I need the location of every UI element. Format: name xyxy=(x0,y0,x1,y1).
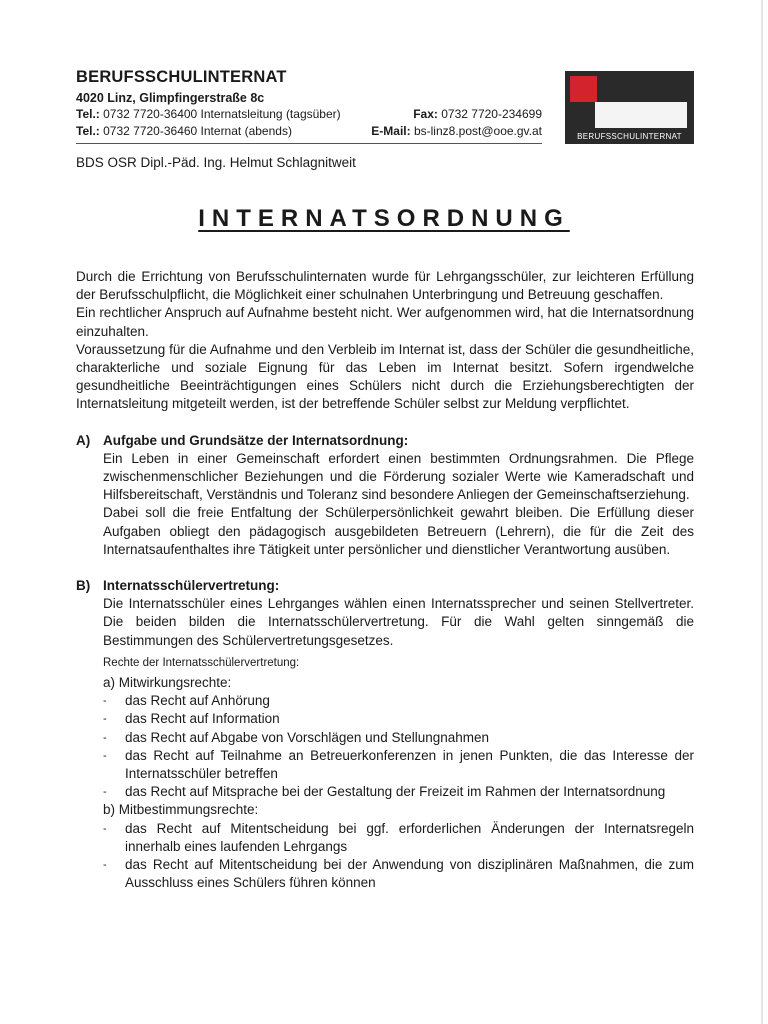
section-letter: B) xyxy=(76,578,91,594)
page-edge-line xyxy=(761,0,763,1024)
intro-paragraph-1: Durch die Errichtung von Berufsschulinternaten wurde für Lehrgangsschüler, zur leichteren Erfüllung der Berufsschulpflicht, die Möglichkeit einer schulnahen Unterbringung und Betreuung geschaffen. xyxy=(76,269,694,303)
tel-label: Tel.: xyxy=(76,124,100,138)
org-name: BERUFSSCHULINTERNAT xyxy=(76,68,287,86)
director-name: BDS OSR Dipl.-Päd. Ing. Helmut Schlagnitweit xyxy=(76,155,356,170)
email-value: bs-linz8.post@ooe.gv.at xyxy=(413,124,542,138)
participation-rights-list xyxy=(103,692,694,801)
codetermination-rights-list xyxy=(103,820,694,893)
tel-value: 0732 7720-36400 Internatsleitung (tagsüber) xyxy=(103,107,341,121)
list-item: - das Recht auf Mitsprache bei der Gestaltung der Freizeit im Rahmen der Internatsordnung xyxy=(103,783,694,801)
list-item: - das Recht auf Information xyxy=(103,710,694,728)
list-item: - das Recht auf Mitentscheidung bei ggf. erforderlichen Änderungen der Internatsregeln innerhalb eines laufenden Lehrgangs xyxy=(103,820,694,856)
section-a-heading xyxy=(76,432,694,450)
tel-label: Tel.: xyxy=(76,107,100,121)
page-title-text: INTERNATSORDNUNG xyxy=(198,205,570,232)
contact-row-1 xyxy=(76,106,542,122)
list-item: - das Recht auf Anhörung xyxy=(103,692,694,710)
internat-logo xyxy=(565,71,694,144)
page-title xyxy=(0,205,768,233)
logo-white-bar xyxy=(595,102,687,128)
list-b-label: b) Mitbestimmungsrechte: xyxy=(103,802,259,818)
section-b-paragraph: Die Internatsschüler eines Lehrganges wählen einen Internatssprecher und seinen Stellvertreter. Die beiden bilden die Internatsschülervertretung. Für die Wahl gelten sinngemäß die Bestimmungen des Schülervertretungsgesetzes. xyxy=(103,596,694,648)
intro-paragraph-2: Ein rechtlicher Anspruch auf Aufnahme besteht nicht. Wer aufgenommen wird, hat die Internatsordnung einzuhalten. xyxy=(76,305,694,339)
section-a-paragraph-2: Dabei soll die freie Entfaltung der Schülerpersönlichkeit gewahrt bleiben. Die Erfüllung dieser Aufgaben obliegt den pädagogisch ausgebildeten Betreuern (Lehrern), die für die Zeit des Internatsaufenthaltes ihre Tätigkeit unter persönlicher und dienstlicher Verantwortung ausüben. xyxy=(103,505,694,557)
section-a-paragraph-1: Ein Leben in einer Gemeinschaft erfordert einen bestimmten Ordnungsrahmen. Die Pflege zwischenmenschlicher Beziehungen und die Förderung sozialer Werte wie Kameradschaft und Hilfsbereitschaft, Verständnis und Toleranz sind besondere Anliegen der Gemeinschaftserziehung. xyxy=(103,450,694,503)
list-item: - das Recht auf Mitentscheidung bei der Anwendung von disziplinären Maßnahmen, die zum Ausschluss eines Schülers führen können xyxy=(103,856,694,892)
document-body xyxy=(76,268,694,893)
org-address: 4020 Linz, Glimpfingerstraße 8c xyxy=(76,91,265,105)
letterhead-divider xyxy=(76,143,542,144)
section-a xyxy=(76,432,694,559)
email-label: E-Mail: xyxy=(371,124,411,138)
list-item: - das Recht auf Abgabe von Vorschlägen und Stellungnahmen xyxy=(103,729,694,747)
list-a-label: a) Mitwirkungsrechte: xyxy=(103,675,232,691)
section-letter: A) xyxy=(76,432,91,448)
section-b xyxy=(76,577,694,892)
section-title: Internatsschülervertretung: xyxy=(103,578,280,594)
intro-paragraph-3: Voraussetzung für die Aufnahme und den Verbleib im Internat ist, dass der Schüler die gesundheitliche, charakterliche und soziale Eignung für das Leben im Internat besitzt. Sofern irgendwelche gesundheitliche Beeinträchtigungen eines Schülers nicht durch die Erziehungsberechtigten der Internatsleitung mitgeteilt werden, ist der betreffende Schüler selbst zur Meldung verpflichtet. xyxy=(76,341,694,412)
contact-row-2 xyxy=(76,123,542,139)
list-item: - das Recht auf Teilnahme an Betreuerkonferenzen in jenen Punkten, die das Interesse der Internatsschüler betreffen xyxy=(103,747,694,783)
fax-value: 0732 7720-234699 xyxy=(441,107,542,121)
logo-text: BERUFSSCHULINTERNAT xyxy=(577,132,682,141)
logo-red-square xyxy=(570,76,597,102)
tel-value: 0732 7720-36460 Internat (abends) xyxy=(103,124,292,138)
section-b-heading xyxy=(76,577,694,595)
section-title: Aufgabe und Grundsätze der Internatsordnung: xyxy=(103,432,409,448)
fax-label: Fax: xyxy=(413,107,438,121)
rights-intro: Rechte der Internatsschülervertretung: xyxy=(103,656,300,669)
